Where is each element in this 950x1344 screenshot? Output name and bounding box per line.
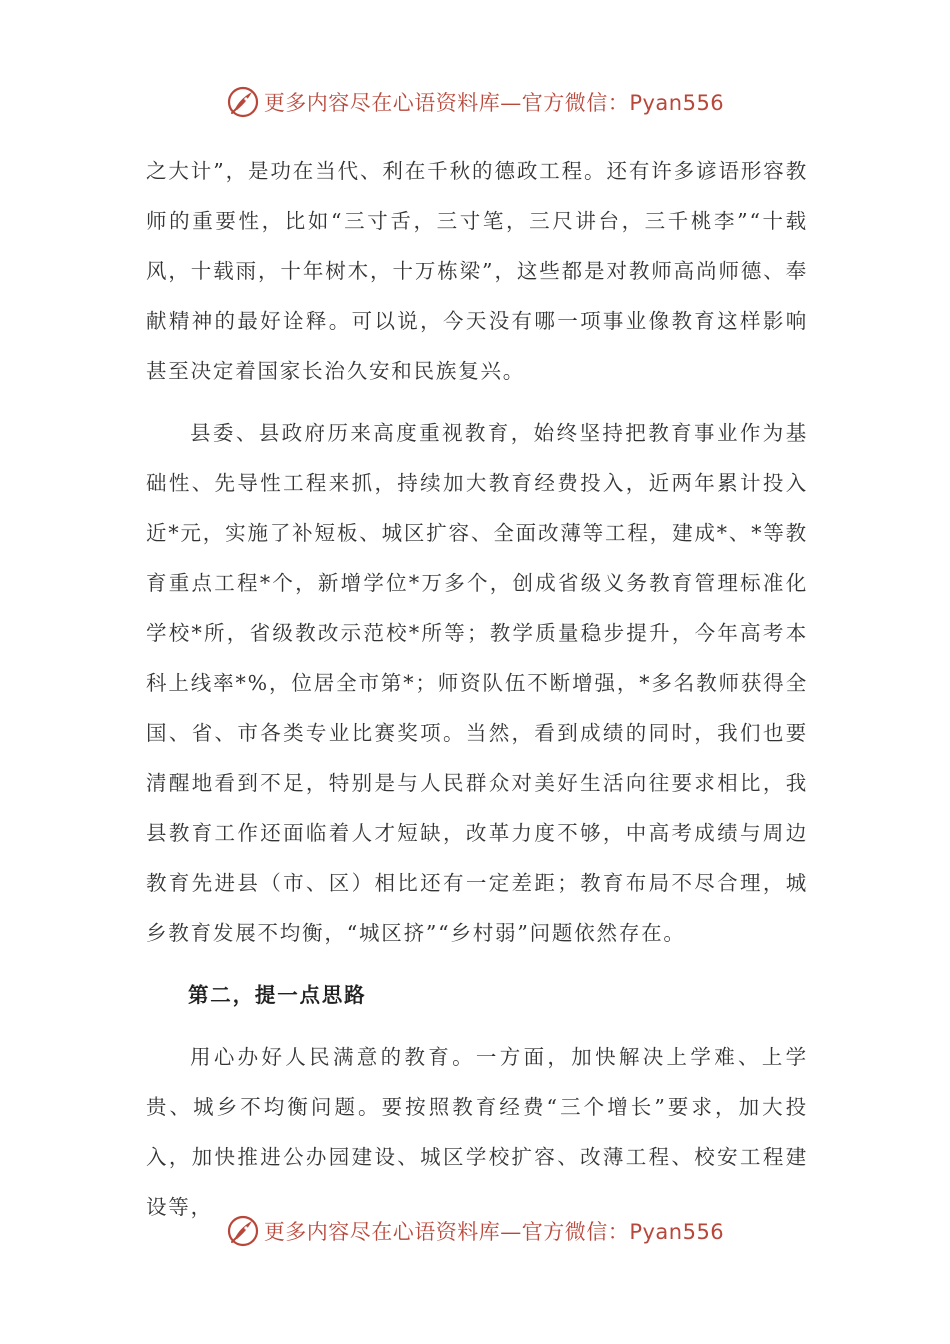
paragraph-3: 用心办好人民满意的教育。一方面，加快解决上学难、上学贵、城乡不均衡问题。要按照教育经费“三个增长”要求，加大投入，加快推进公办园建设、城区学校扩容、改薄工程、校安工程建设等， <box>146 1045 808 1219</box>
header-banner-text <box>264 87 724 117</box>
footer-wechat-id: Pyan556 <box>629 1220 725 1244</box>
footer-banner <box>0 1209 950 1253</box>
pen-nib-logo-icon <box>226 1214 260 1248</box>
paragraph-2: 县委、县政府历来高度重视教育，始终坚持把教育事业作为基础性、先导性工程来抓，持续加大教育经费投入，近两年累计投入近*元，实施了补短板、城区扩容、全面改薄等工程，建成*、*等教育重点工程*个，新增学位*万多个，创成省级义务教育管理标准化学校*所，省级教改示范校*所等；教学质量稳步提升，今年高考本科上线率*%，位居全市第*；师资队伍不断增强，*多名教师获得全国、省、市各类专业比赛奖项。当然，看到成绩的同时，我们也要清醒地看到不足，特别是与人民群众对美好生活向往要求相比，我县教育工作还面临着人才短缺，改革力度不够，中高考成绩与周边教育先进县（市、区）相比还有一定差距；教育布局不尽合理，城乡教育发展不均衡，“城区挤”“乡村弱”问题依然存在。 <box>146 421 808 945</box>
footer-banner-text <box>264 1216 724 1246</box>
header-banner <box>0 80 950 124</box>
pen-nib-logo-icon <box>226 85 260 119</box>
header-banner-caption: 更多内容尽在心语资料库—官方微信： <box>263 91 630 115</box>
header-wechat-id: Pyan556 <box>629 91 725 115</box>
paragraph-1: 之大计”，是功在当代、利在千秋的德政工程。还有许多谚语形容教师的重要性，比如“三寸舌，三寸笔，三尺讲台，三千桃李”“十载风，十载雨，十年树木，十万栋梁”，这些都是对教师高尚师德、奉献精神的最好诠释。可以说，今天没有哪一项事业像教育这样影响甚至决定着国家长治久安和民族复兴。 <box>146 159 808 383</box>
footer-banner-caption: 更多内容尽在心语资料库—官方微信： <box>263 1220 630 1244</box>
section-heading-2: 第二，提一点思路 <box>188 983 367 1007</box>
document-body <box>146 146 808 1232</box>
